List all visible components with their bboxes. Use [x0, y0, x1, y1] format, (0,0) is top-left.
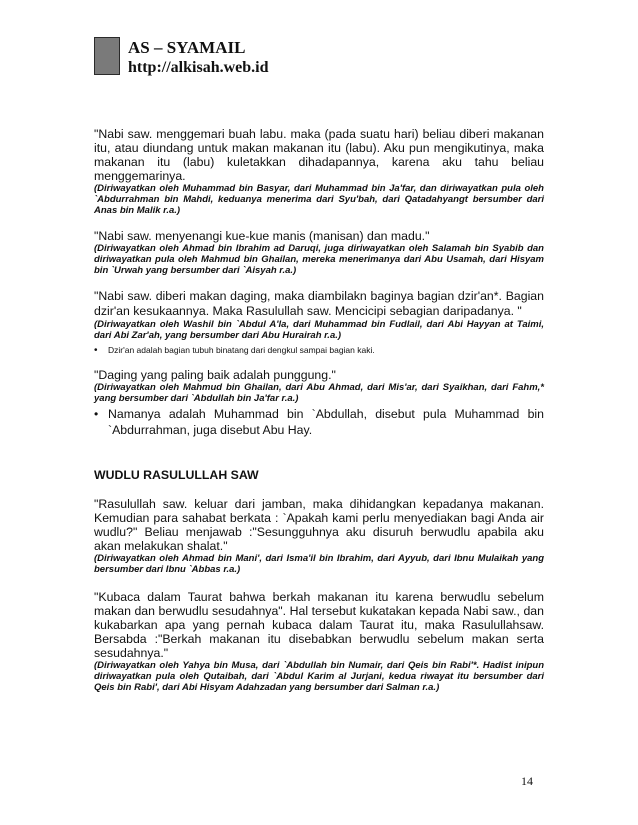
narration-punggung: (Diriwayatkan oleh Mahmud bin Ghailan, dari Abu Ahmad, dari Mis'ar, dari Syaikhan, dari Fahm,* yang bersumber dari `Abdullah bin Ja'far r.a.)	[94, 382, 544, 404]
bullet-icon: •	[94, 407, 99, 421]
document-title: AS – SYAMAIL	[128, 38, 246, 57]
bullet-icon: •	[94, 345, 98, 356]
header-url: http://alkisah.web.id	[128, 59, 269, 76]
narration-taurat: (Diriwayatkan oleh Yahya bin Musa, dari `Abdullah bin Numair, dari Qeis bin Rabi'*. Hadist inipun diriwayatkan pula oleh Qutaibah, dari `Abdul Karim al Jurjani, kedua riwayat itu bersumber dari Qeis bin Rabi', dari Abi Hisyam Adahzadan yang bersumber dari Salman r.a.)	[94, 660, 544, 693]
page-body	[94, 127, 544, 693]
hadith-text-labu: "Nabi saw. menggemari buah labu. maka (pada suatu hari) beliau diberi makanan itu, atau diundang untuk makan makanan itu (labu). Aku pun mengikutinya, maka makanan itu (labu) kuletakkan dihadapannya, karena aku tahu beliau menggemarinya.	[94, 127, 544, 183]
footnote-fahm	[94, 406, 544, 438]
narration-manisan: (Diriwayatkan oleh Ahmad bin Ibrahim ad Daruqi, juga diriwayatkan oleh Salamah bin Syabib dan diriwayatkan pula oleh Mahmud bin Ghailan, mereka menerimanya dari Abu Usamah, dari Hisyam bin `Urwah yang bersumber dari `Aisyah r.a.)	[94, 243, 544, 276]
footnote-text: Dzir'an adalah bagian tubuh binatang dari dengkul sampai bagian kaki.	[108, 345, 375, 355]
narration-labu: (Diriwayatkan oleh Muhammad bin Basyar, dari Muhammad bin Ja'far, dan diriwayatkan pula oleh `Abdurrahman bin Mahdi, keduanya menerima dari Syu'bah, dari Qatadahyangt bersumber dari Anas bin Malik r.a.)	[94, 183, 544, 216]
hadith-text-taurat: "Kubaca dalam Taurat bahwa berkah makanan itu karena berwudlu sebelum makan dan berwudlu sesudahnya". Hal tersebut kukatakan kepada Nabi saw., dan kukabarkan apa yang pernah kubaca dalam Taurat itu, maka Rasulullahsaw. Bersabda :"Berkah makanan itu disebabkan berwudlu sebelum makan serta sesudahnya."	[94, 590, 544, 660]
footnote-dziran	[94, 344, 544, 357]
hadith-text-manisan: "Nabi saw. menyenangi kue-kue manis (manisan) dan madu."	[94, 229, 430, 243]
hadith-text-jamban: "Rasulullah saw. keluar dari jamban, maka dihidangkan kepadanya makanan. Kemudian para sahabat berkata : `Apakah kami perlu menyediakan bagi Anda air wudlu?" Beliau menjawab :"Sesungguhnya aku disuruh berwudlu apabila aku akan melakukan shalat."	[94, 497, 544, 553]
narration-jamban: (Diriwayatkan oleh Ahmad bin Mani', dari Isma'il bin Ibrahim, dari Ayyub, dari Ibnu Mulaikah yang bersumber dari Ibnu `Abbas r.a.)	[94, 553, 544, 575]
footnote-text: Namanya adalah Muhammad bin `Abdullah, disebut pula Muhammad bin `Abdurrahman, juga disebut Abu Hay.	[108, 407, 544, 437]
hadith-text-punggung: "Daging yang paling baik adalah punggung."	[94, 368, 336, 382]
header-logo-box	[94, 37, 120, 75]
narration-daging: (Diriwayatkan oleh Washil bin `Abdul A'la, dari Muhammad bin Fudlail, dari Abi Hayyan at Taimi, dari Abi Zar'ah, yang bersumber dari Abu Hurairah r.a.)	[94, 319, 544, 341]
section-heading-wudlu: WUDLU RASULULLAH SAW	[94, 468, 259, 482]
page-number: 14	[521, 774, 533, 788]
hadith-text-daging: "Nabi saw. diberi makan daging, maka diambilakn baginya bagian dzir'an*. Bagian dzir'an kesukaannya. Maka Rasulullah saw. Mencicipi sebagian daripadanya. "	[94, 289, 544, 318]
